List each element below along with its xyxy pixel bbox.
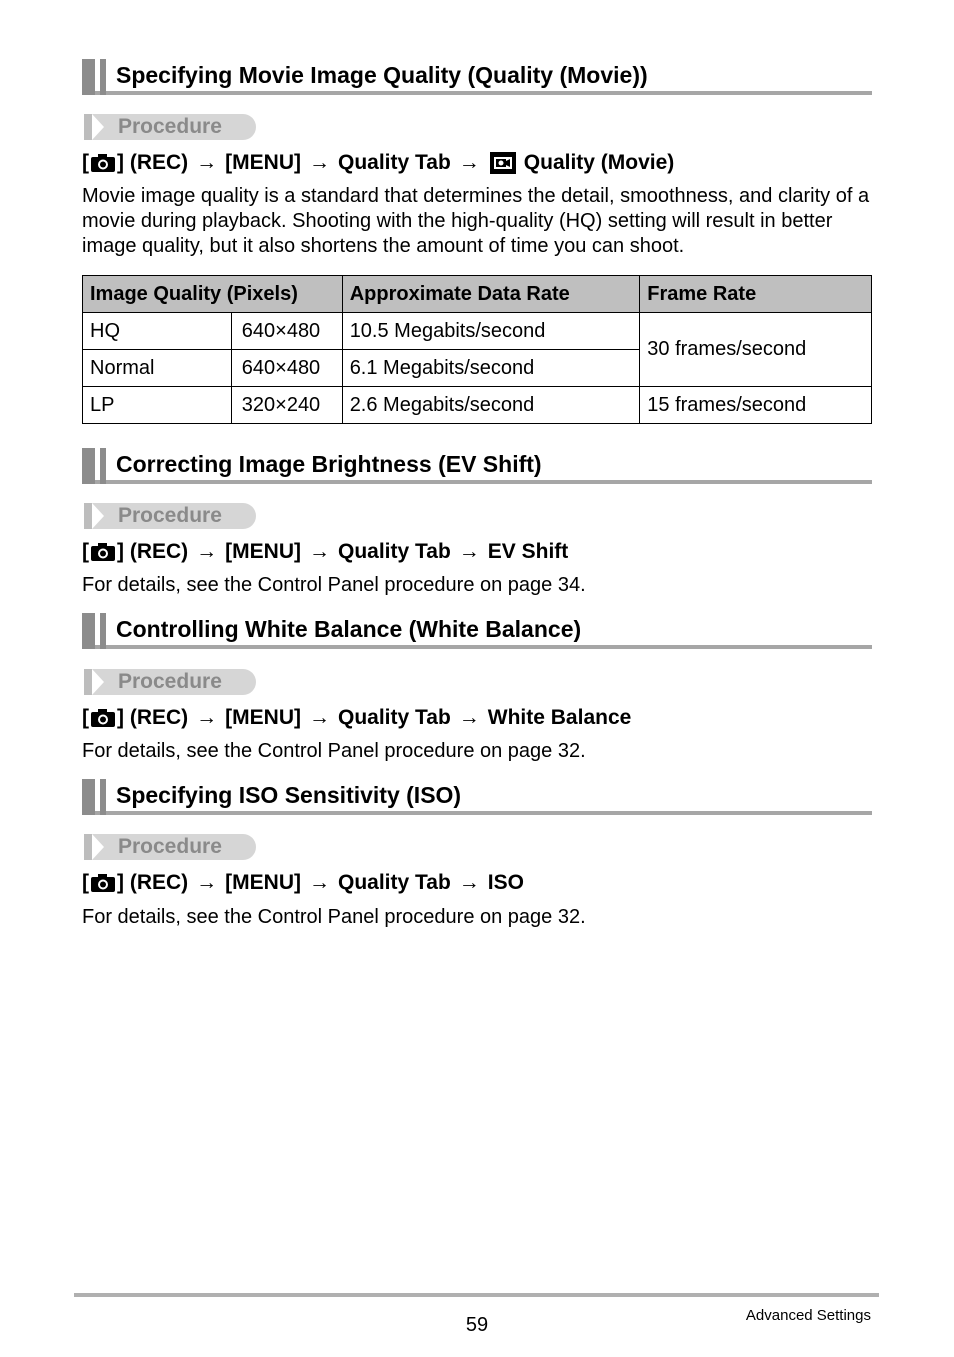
rec-label: ] (REC): [117, 540, 189, 563]
chevron-icon: [92, 503, 104, 529]
section-title: Specifying Movie Image Quality (Quality (Movie)): [116, 62, 648, 88]
menu-label: [MENU]: [225, 540, 301, 563]
section-title: Correcting Image Brightness (EV Shift): [116, 451, 542, 477]
heading-bar: [82, 59, 95, 95]
arrow-icon: →: [196, 540, 218, 563]
heading-bar: [100, 59, 106, 95]
table-row: [83, 387, 872, 424]
table-header-row: [83, 276, 872, 313]
heading-bar: [100, 448, 106, 484]
chevron-icon: [92, 669, 104, 695]
menu-label: [MENU]: [225, 871, 301, 894]
chevron-icon: [84, 834, 92, 860]
heading-bar: [82, 448, 95, 484]
section-body: For details, see the Control Panel procedure on page 34.: [82, 574, 586, 596]
table-cell: 10.5 Megabits/second: [342, 313, 640, 350]
arrow-icon: →: [308, 151, 330, 174]
arrow-icon: →: [308, 706, 330, 729]
section-body: For details, see the Control Panel procedure on page 32.: [82, 906, 586, 928]
heading-bar: [100, 779, 106, 815]
table-row: [83, 313, 872, 350]
section-body: For details, see the Control Panel procedure on page 32.: [82, 740, 586, 762]
page-number: 59: [465, 1314, 489, 1336]
arrow-icon: →: [196, 151, 218, 174]
table-header: Frame Rate: [640, 276, 872, 313]
target-label: EV Shift: [487, 540, 569, 563]
chevron-icon: [84, 114, 92, 140]
arrow-icon: →: [458, 706, 480, 729]
table-cell: 640×480: [231, 350, 342, 387]
menu-label: [MENU]: [225, 151, 301, 174]
arrow-icon: →: [196, 706, 218, 729]
bracket-open: [: [82, 871, 89, 894]
section-heading-white-balance: [82, 613, 872, 649]
menu-path: [82, 149, 674, 177]
procedure-badge: [84, 669, 256, 695]
target-label: White Balance: [487, 706, 632, 729]
chevron-icon: [84, 669, 92, 695]
arrow-icon: →: [196, 871, 218, 894]
section-heading-movie-quality: [82, 59, 872, 95]
procedure-badge: [84, 114, 256, 140]
footer-label: Advanced Settings: [745, 1307, 871, 1324]
procedure-label: Procedure: [118, 504, 222, 527]
target-label: ISO: [487, 871, 524, 894]
chevron-icon: [92, 114, 104, 140]
rec-label: ] (REC): [117, 871, 189, 894]
arrow-icon: →: [308, 871, 330, 894]
rec-label: ] (REC): [117, 706, 189, 729]
arrow-icon: →: [458, 871, 480, 894]
heading-bar: [100, 613, 106, 649]
table-header: Image Quality (Pixels): [83, 276, 343, 313]
section-title: Specifying ISO Sensitivity (ISO): [116, 782, 462, 808]
procedure-badge: [84, 503, 256, 529]
menu-path: [82, 704, 631, 732]
target-label: Quality (Movie): [523, 151, 675, 174]
heading-bar: [82, 779, 95, 815]
table-cell: HQ: [83, 313, 232, 350]
table-cell: 15 frames/second: [640, 387, 872, 424]
section-heading-ev-shift: [82, 448, 872, 484]
chevron-icon: [92, 834, 104, 860]
table-cell: 30 frames/second: [640, 313, 872, 387]
table-cell: 640×480: [231, 313, 342, 350]
bracket-open: [: [82, 706, 89, 729]
section-body: Movie image quality is a standard that determines the detail, smoothness, and clarity of a movie during playback. Shooting with the high-quality (HQ) setting will result in better image quality, but it also shortens the amount of time you can shoot.: [82, 185, 870, 257]
bracket-open: [: [82, 540, 89, 563]
camera-icon: [90, 708, 116, 728]
bracket-open: [: [82, 151, 89, 174]
menu-path: [82, 538, 568, 566]
table-cell: LP: [83, 387, 232, 424]
arrow-icon: →: [458, 540, 480, 563]
camera-icon: [90, 873, 116, 893]
tab-label: Quality Tab: [337, 871, 451, 894]
procedure-label: Procedure: [118, 115, 222, 138]
quality-table: [82, 275, 872, 424]
menu-label: [MENU]: [225, 706, 301, 729]
procedure-badge: [84, 834, 256, 860]
table-cell: 6.1 Megabits/second: [342, 350, 640, 387]
section-heading-iso: [82, 779, 872, 815]
table-cell: 2.6 Megabits/second: [342, 387, 640, 424]
table-header: Approximate Data Rate: [342, 276, 640, 313]
camera-icon: [90, 542, 116, 562]
tab-label: Quality Tab: [337, 540, 451, 563]
procedure-label: Procedure: [118, 835, 222, 858]
rec-label: ] (REC): [117, 151, 189, 174]
heading-bar: [82, 613, 95, 649]
footer-divider: [74, 1293, 879, 1297]
table-cell: Normal: [83, 350, 232, 387]
arrow-icon: →: [458, 151, 480, 174]
menu-path: [82, 869, 524, 897]
camera-icon: [90, 153, 116, 173]
section-title: Controlling White Balance (White Balance): [116, 616, 582, 642]
tab-label: Quality Tab: [337, 151, 451, 174]
tab-label: Quality Tab: [337, 706, 451, 729]
chevron-icon: [84, 503, 92, 529]
movie-quality-icon: [490, 152, 516, 174]
table-cell: 320×240: [231, 387, 342, 424]
arrow-icon: →: [308, 540, 330, 563]
procedure-label: Procedure: [118, 670, 222, 693]
